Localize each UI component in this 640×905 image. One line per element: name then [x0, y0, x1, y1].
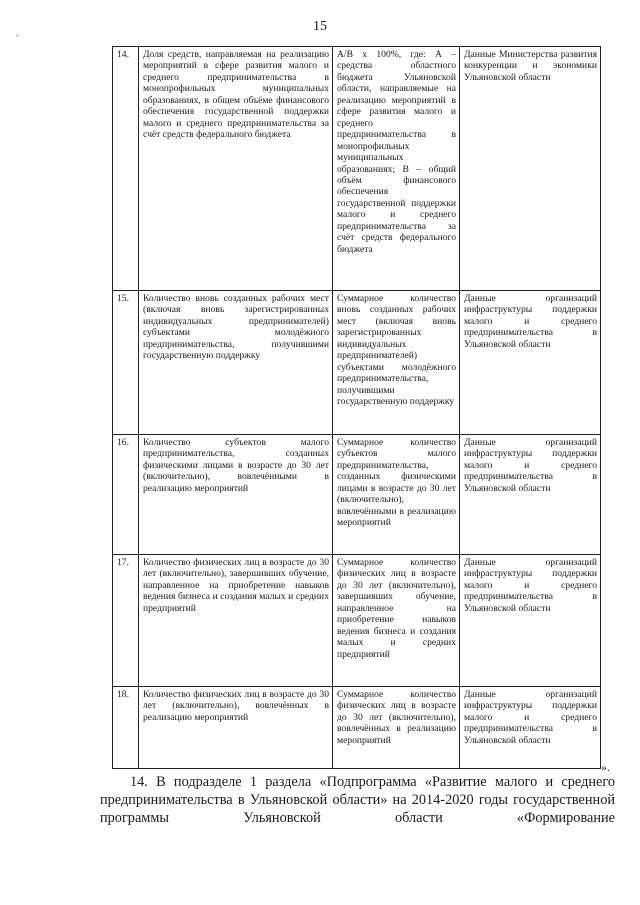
indicators-table — [112, 46, 601, 769]
page-number: 15 — [313, 19, 327, 34]
calculation-method: Суммарное количество физических лиц в возрасте до 30 лет (включительно), завершивших обучение, направленное на приобретение навыков ведения бизнеса и создания малых и средних предприятий — [333, 555, 460, 687]
calculation-method: Суммарное количество вновь созданных рабочих мест (включая вновь зарегистрированных индивидуальных предпринимателей) субъектами молодёжного предпринимательства, получившими государственную поддержку — [333, 291, 460, 435]
calculation-method: Суммарное количество субъектов малого предпринимательства, созданных физическими лицами в возрасте до 30 лет (включительно), вовлечёнными в реализацию мероприятий — [333, 435, 460, 555]
corner-mark: - — [16, 30, 19, 40]
data-source: Данные организаций инфраструктуры поддержки малого и среднего предпринимательства в Ульяновской области — [460, 555, 601, 687]
calculation-method: Суммарное количество физических лиц в возрасте до 30 лет (включительно), вовлечённых в реализацию мероприятий — [333, 687, 460, 769]
closing-quote: ». — [601, 760, 610, 774]
indicator-name: Доля средств, направляемая на реализацию мероприятий в сфере развития малого и среднего предпринимательства в монопрофильных муниципальных образованиях, в общем объёме финансового обеспечения государственной поддержки малого и среднего предпринимательства за счёт средств федерального бюджета — [139, 47, 333, 291]
row-number: 14. — [113, 47, 139, 291]
row-number: 16. — [113, 435, 139, 555]
indicator-name: Количество физических лиц в возрасте до 30 лет (включительно), завершивших обучение, направленное на приобретение навыков ведения бизнеса и создания малых и средних предприятий — [139, 555, 333, 687]
calculation-method: A/B x 100%, где: А – средства областного бюджета Ульяновской области, направляемые на реализацию мероприятий в сфере развития малого и среднего предпринимательства в монопрофильных муниципальных образованиях; В – общий объём финансового обеспечения государственной поддержки малого и среднего предпринимательства за счёт средств федерального бюджета — [333, 47, 460, 291]
table-row — [113, 291, 601, 435]
data-source: Данные организаций инфраструктуры поддержки малого и среднего предпринимательства в Ульяновской области — [460, 435, 601, 555]
row-number: 17. — [113, 555, 139, 687]
row-number: 18. — [113, 687, 139, 769]
body-paragraph: 14. В подразделе 1 раздела «Подпрограмма «Развитие малого и среднего предпринимательства в Ульяновской области» на 2014-2020 годы государственной программы Ульяновской области «Формирование — [100, 774, 615, 826]
data-source: Данные организаций инфраструктуры поддержки малого и среднего предпринимательства в Ульяновской области — [460, 687, 601, 769]
table-row — [113, 687, 601, 769]
table-row — [113, 47, 601, 291]
data-source: Данные организаций инфраструктуры поддержки малого и среднего предпринимательства в Ульяновской области — [460, 291, 601, 435]
indicator-name: Количество физических лиц в возрасте до 30 лет (включительно), вовлечённых в реализацию мероприятий — [139, 687, 333, 769]
indicator-name: Количество субъектов малого предпринимательства, созданных физическими лицами в возрасте до 30 лет (включительно), вовлечёнными в реализацию мероприятий — [139, 435, 333, 555]
data-source: Данные Министерства развития конкуренции и экономики Ульяновской области — [460, 47, 601, 291]
table-row — [113, 435, 601, 555]
row-number: 15. — [113, 291, 139, 435]
indicator-name: Количество вновь созданных рабочих мест (включая вновь зарегистрированных индивидуальных предпринимателей) субъектами молодёжного предпринимательства, получившими государственную поддержку — [139, 291, 333, 435]
table-row — [113, 555, 601, 687]
